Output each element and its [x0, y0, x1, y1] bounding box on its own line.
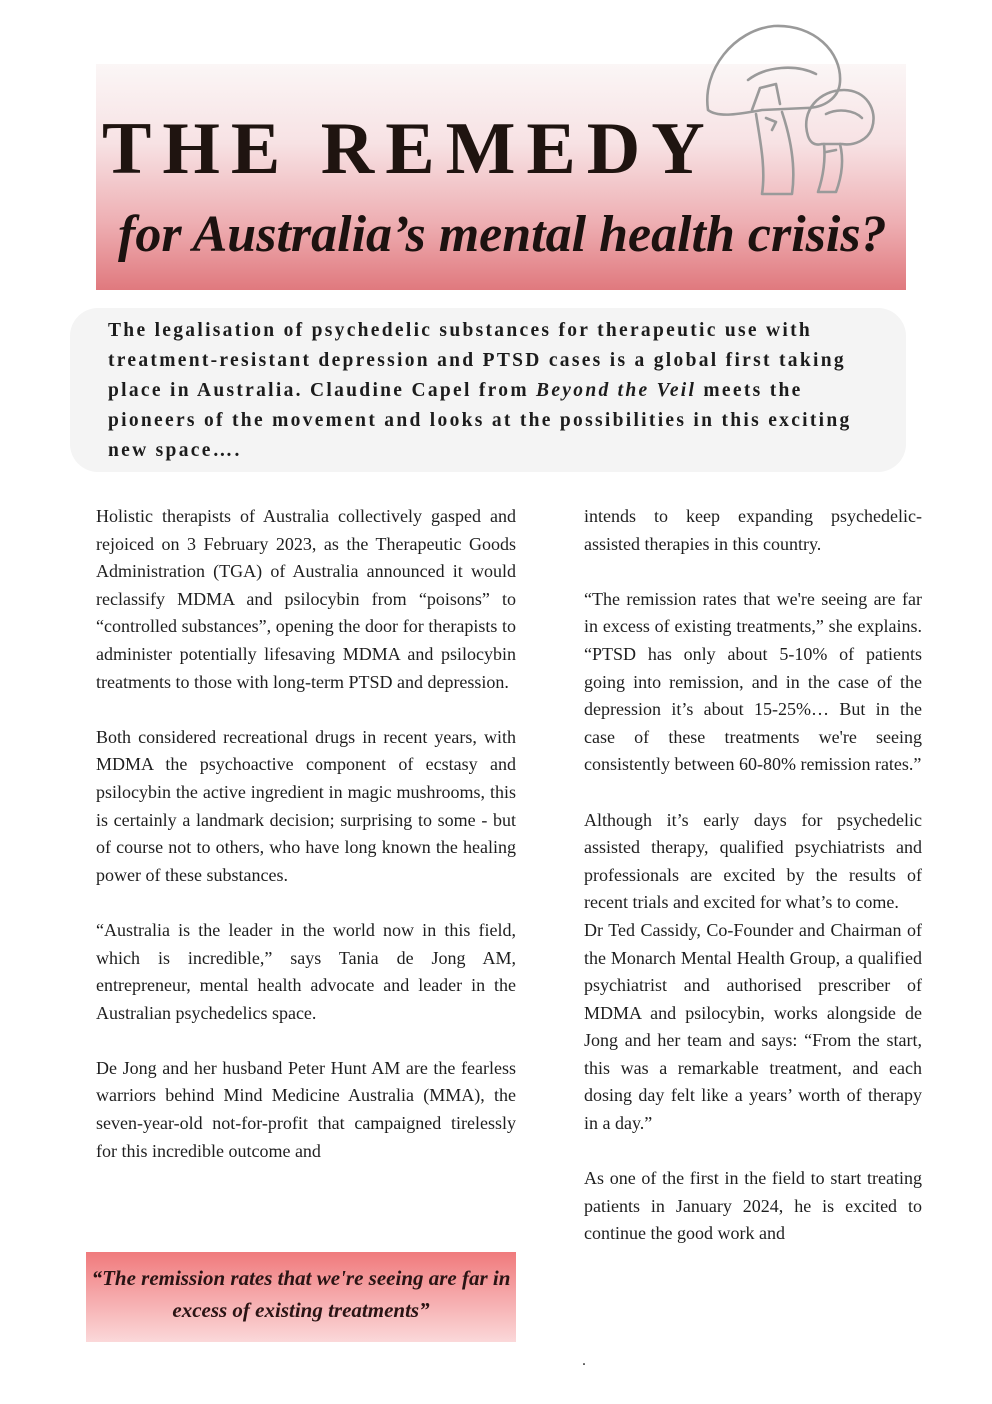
publication-name: Beyond the Veil: [536, 380, 697, 401]
standfirst-text-after: meets the pioneers of the movement and looks at the possibilities in this exciting new space….: [108, 380, 852, 461]
standfirst-text-before: The legalisation of psychedelic substances for therapeutic use with treatment-resistant depression and PTSD cases is a global first taking place in Australia. Claudine Capel from: [108, 320, 846, 401]
article-paragraph: Both considered recreational drugs in recent years, with MDMA the psychoactive component of ecstasy and psilocybin the active ingredient in magic mushrooms, this is certainly a landmark decision; surprising to some - but of course not to others, who have long known the healing power of these substances.: [96, 726, 516, 885]
footer-mark: .: [582, 1352, 586, 1369]
article-column-right: [584, 503, 922, 1248]
mushroom-icon: [696, 18, 886, 200]
page-subtitle: for Australia’s mental health crisis?: [118, 206, 887, 263]
article-paragraph: intends to keep expanding psychedelic-assisted therapies in this country.: [584, 506, 922, 554]
pull-quote: “The remission rates that we're seeing are far in excess of existing treatments”: [91, 1266, 511, 1322]
page-title: THE REMEDY: [102, 108, 716, 190]
article-paragraph: As one of the first in the field to start treating patients in January 2024, he is excited to continue the good work and: [584, 1168, 922, 1244]
standfirst: [108, 316, 878, 466]
article-paragraph: Dr Ted Cassidy, Co-Founder and Chairman of the Monarch Mental Health Group, a qualified psychiatrist and authorised prescriber of MDMA and psilocybin, works alongside de Jong and her team and says: “From the start, this was a remarkable treatment, and each dosing day felt like a years’ worth of therapy in a day.”: [584, 919, 922, 1134]
article-paragraph: “Australia is the leader in the world now in this field, which is incredible,” says Tania de Jong AM, entrepreneur, mental health advocate and leader in the Australian psychedelics space.: [96, 919, 516, 1023]
article-paragraph: Holistic therapists of Australia collectively gasped and rejoiced on 3 February 2023, as the Therapeutic Goods Administration (TGA) of Australia announced it would reclassify MDMA and psilocybin from “poisons” to “controlled substances”, opening the door for therapists to administer potentially lifesaving MDMA and psilocybin treatments to those with long-term PTSD and depression.: [96, 506, 516, 692]
article-paragraph: Although it’s early days for psychedelic assisted therapy, qualified psychiatrists and professionals are excited by the results of recent trials and excited for what’s to come.: [584, 809, 922, 913]
article-column-left: [96, 503, 516, 1165]
article-paragraph: De Jong and her husband Peter Hunt AM are the fearless warriors behind Mind Medicine Australia (MMA), the seven-year-old not-for-profit that campaigned tirelessly for this incredible outcome and: [96, 1057, 516, 1161]
article-paragraph: “The remission rates that we're seeing are far in excess of existing treatments,” she explains. “PTSD has only about 5-10% of patients going into remission, and in the case of the depression it’s about 15-25%… But in the case of these treatments we're seeing consistently between 60-80% remission rates.”: [584, 588, 922, 775]
